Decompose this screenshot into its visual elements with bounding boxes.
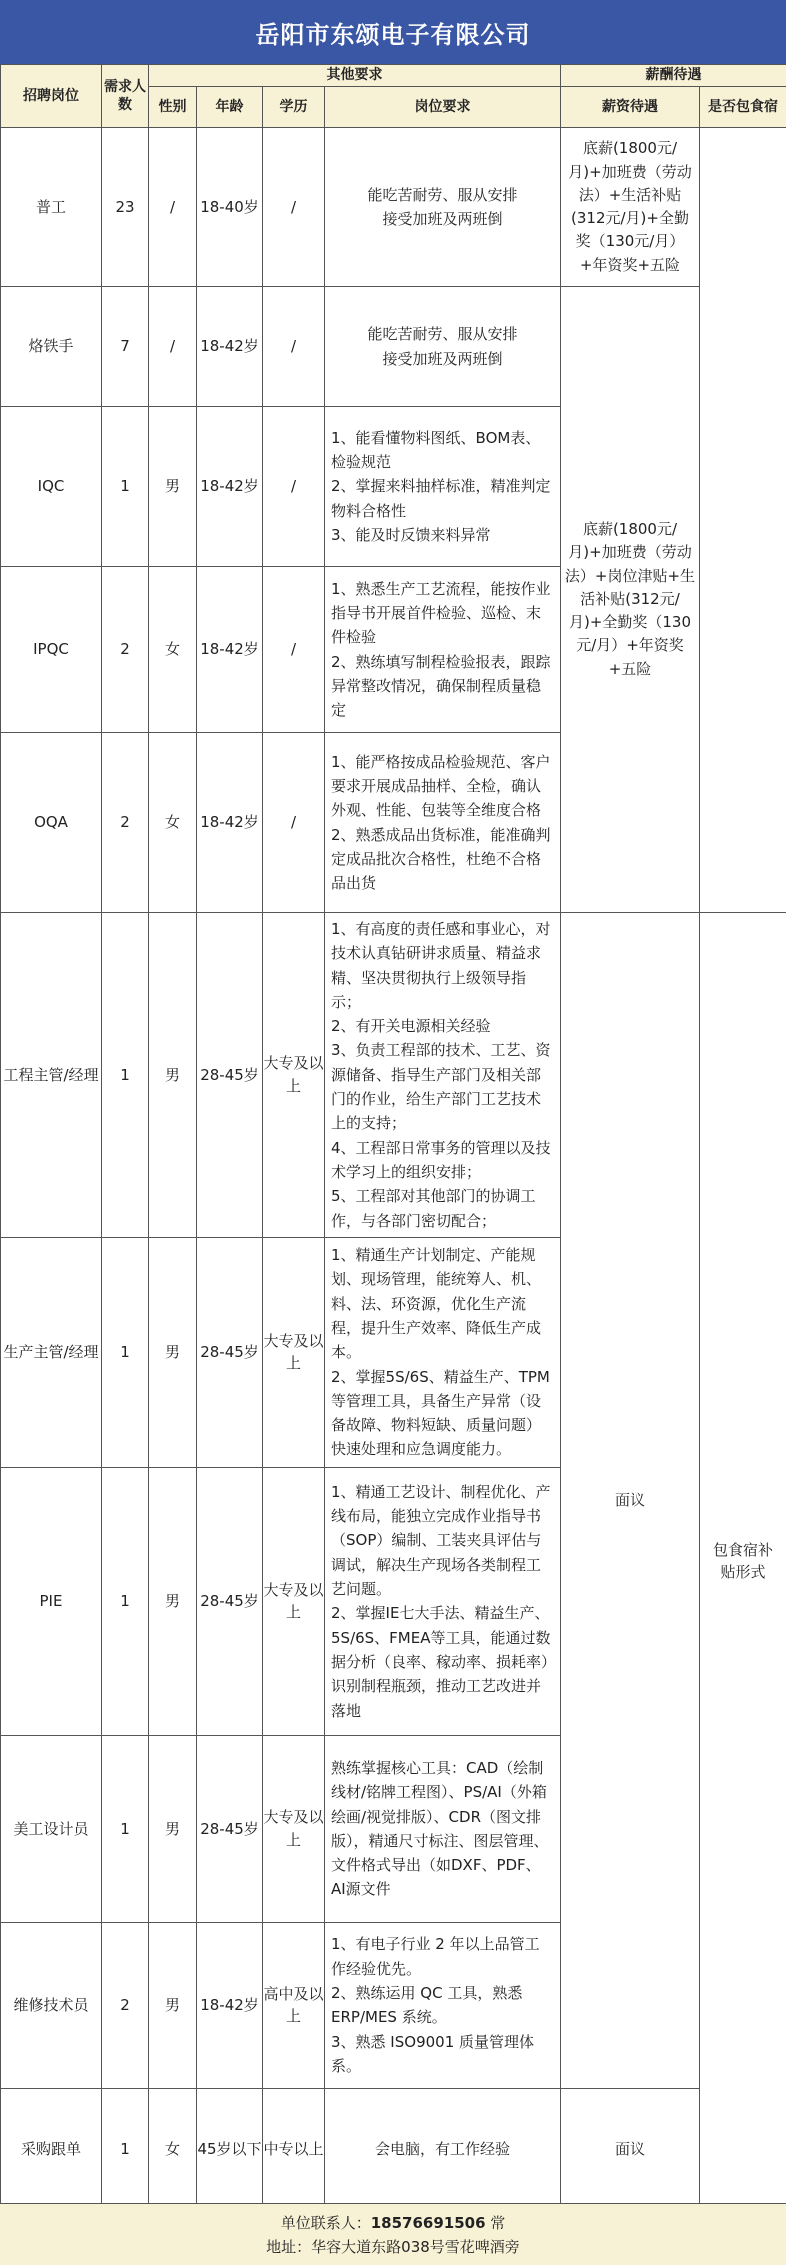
address-line: 地址：华容大道东路038号雪花啤酒旁 [266, 2235, 520, 2259]
headcount-cell: 1 [102, 1237, 149, 1467]
requirement-line: 5、工程部对其他部门的协调工作，与各部门密切配合； [331, 1184, 554, 1233]
position-cell: OQA [1, 733, 102, 913]
gender-cell: 男 [149, 407, 197, 567]
requirement-line: 1、精通工艺设计、制程优化、产线布局，能独立完成作业指导书（SOP）编制、工装夹具评估与调试，解决生产现场各类制程工艺问题。 [331, 1480, 554, 1601]
requirements-cell [325, 733, 561, 913]
header-headcount: 需求人数 [102, 65, 149, 128]
requirement-line: 2、掌握5S/6S、精益生产、TPM等管理工具，具备生产异常（设备故障、物料短缺、质量问题）快速处理和应急调度能力。 [331, 1365, 554, 1462]
age-cell: 18-42岁 [197, 287, 263, 407]
requirement-line: 1、有电子行业 2 年以上品管工作经验优先。 [331, 1932, 554, 1981]
education-cell: 大专及以上 [263, 1735, 325, 1922]
header-education: 学历 [263, 87, 325, 128]
position-cell: 美工设计员 [1, 1735, 102, 1922]
contact-phone: 18576691506 [371, 2214, 486, 2232]
table-row [1, 913, 786, 1238]
contact-name: 常 [490, 2214, 505, 2232]
requirements-cell [325, 2088, 561, 2210]
requirement-line: 接受加班及两班倒 [331, 207, 554, 231]
requirement-line: 2、熟练运用 QC 工具，熟悉 ERP/MES 系统。 [331, 1981, 554, 2030]
header-other-requirements: 其他要求 [149, 65, 561, 87]
gender-cell: 女 [149, 2088, 197, 2210]
requirement-line: 1、有高度的责任感和事业心，对技术认真钻研讲求质量、精益求精、坚决贯彻执行上级领导指示； [331, 917, 554, 1014]
table-row [1, 128, 786, 287]
header-salary: 薪资待遇 [561, 87, 700, 128]
requirements-cell [325, 287, 561, 407]
recruitment-table [0, 64, 786, 2211]
header-age: 年龄 [197, 87, 263, 128]
position-cell: 维修技术员 [1, 1922, 102, 2088]
headcount-cell: 2 [102, 733, 149, 913]
age-cell: 18-42岁 [197, 1922, 263, 2088]
age-cell: 28-45岁 [197, 1237, 263, 1467]
age-cell: 28-45岁 [197, 1467, 263, 1735]
requirement-line: 3、负责工程部的技术、工艺、资源储备、指导生产部门及相关部门的作业，给生产部门工艺技术上的支持； [331, 1038, 554, 1135]
education-cell: 大专及以上 [263, 1467, 325, 1735]
headcount-cell: 1 [102, 913, 149, 1238]
requirement-line: 2、掌握IE七大手法、精益生产、5S/6S、FMEA等工具，能通过数据分析（良率、稼动率、损耗率）识别制程瓶颈，推动工艺改进并落地 [331, 1601, 554, 1722]
requirement-line: 能吃苦耐劳、服从安排 [331, 183, 554, 207]
headcount-cell: 7 [102, 287, 149, 407]
headcount-cell: 2 [102, 1922, 149, 2088]
position-cell: IPQC [1, 567, 102, 733]
gender-cell: 男 [149, 1467, 197, 1735]
headcount-cell: 1 [102, 407, 149, 567]
age-cell: 45岁以下 [197, 2088, 263, 2210]
food-lodging-cell: 包食宿补贴形式 [700, 913, 786, 2211]
gender-cell: 男 [149, 1735, 197, 1922]
education-cell: / [263, 407, 325, 567]
requirements-cell [325, 1735, 561, 1922]
education-cell: / [263, 733, 325, 913]
requirement-line: 2、掌握来料抽样标准，精准判定物料合格性 [331, 474, 554, 523]
requirements-cell [325, 128, 561, 287]
food-lodging-cell-empty [700, 128, 786, 913]
age-cell: 28-45岁 [197, 1735, 263, 1922]
requirement-line: 会电脑，有工作经验 [331, 2137, 554, 2161]
education-cell: 高中及以上 [263, 1922, 325, 2088]
requirement-line: 1、熟悉生产工艺流程，能按作业指导书开展首件检验、巡检、末件检验 [331, 577, 554, 650]
salary-cell-negotiable-last: 面议 [561, 2088, 700, 2210]
position-cell: 生产主管/经理 [1, 1237, 102, 1467]
requirements-cell [325, 1922, 561, 2088]
headcount-cell: 1 [102, 1467, 149, 1735]
position-cell: IQC [1, 407, 102, 567]
position-cell: PIE [1, 1467, 102, 1735]
age-cell: 18-42岁 [197, 407, 263, 567]
requirement-line: 1、精通生产计划制定、产能规划、现场管理，能统筹人、机、料、法、环资源，优化生产流程，提升生产效率、降低生产成本。 [331, 1243, 554, 1364]
requirement-line: 能吃苦耐劳、服从安排 [331, 322, 554, 346]
requirement-line: 2、熟练填写制程检验报表，跟踪异常整改情况，确保制程质量稳定 [331, 650, 554, 723]
company-title: 岳阳市东颂电子有限公司 [0, 0, 786, 64]
gender-cell: 女 [149, 567, 197, 733]
gender-cell: 男 [149, 1922, 197, 2088]
table-row [1, 2088, 786, 2210]
gender-cell: 女 [149, 733, 197, 913]
headcount-cell: 1 [102, 2088, 149, 2210]
requirements-cell [325, 567, 561, 733]
position-cell: 采购跟单 [1, 2088, 102, 2210]
requirements-cell [325, 1237, 561, 1467]
requirement-line: 4、工程部日常事务的管理以及技术学习上的组织安排； [331, 1136, 554, 1185]
education-cell: 大专及以上 [263, 913, 325, 1238]
salary-cell-allowance: 底薪(1800元/月)+加班费（劳动法）+岗位津贴+生活补贴(312元/月)+全勤奖（130元/月）+年资奖+五险 [561, 287, 700, 913]
header-compensation: 薪酬待遇 [561, 65, 786, 87]
requirement-line: 2、有开关电源相关经验 [331, 1014, 554, 1038]
age-cell: 28-45岁 [197, 913, 263, 1238]
requirements-cell [325, 913, 561, 1238]
header-food-lodging: 是否包食宿 [700, 87, 786, 128]
headcount-cell: 2 [102, 567, 149, 733]
education-cell: / [263, 287, 325, 407]
header-gender: 性别 [149, 87, 197, 128]
requirement-line: 接受加班及两班倒 [331, 347, 554, 371]
header-position: 招聘岗位 [1, 65, 102, 128]
position-cell: 烙铁手 [1, 287, 102, 407]
table-row [1, 287, 786, 407]
requirements-cell [325, 407, 561, 567]
requirement-line: 2、熟悉成品出货标准，能准确判定成品批次合格性，杜绝不合格品出货 [331, 823, 554, 896]
education-cell: / [263, 567, 325, 733]
position-cell: 工程主管/经理 [1, 913, 102, 1238]
gender-cell: 男 [149, 1237, 197, 1467]
requirement-line: 3、熟悉 ISO9001 质量管理体系。 [331, 2030, 554, 2079]
age-cell: 18-42岁 [197, 733, 263, 913]
salary-cell-basic: 底薪(1800元/月)+加班费（劳动法）+生活补贴(312元/月)+全勤奖（130元/月）+年资奖+五险 [561, 128, 700, 287]
contact-label: 单位联系人： [281, 2214, 371, 2232]
gender-cell: / [149, 128, 197, 287]
gender-cell: / [149, 287, 197, 407]
position-cell: 普工 [1, 128, 102, 287]
requirement-line: 1、能看懂物料图纸、BOM表、检验规范 [331, 426, 554, 475]
age-cell: 18-40岁 [197, 128, 263, 287]
requirement-line: 1、能严格按成品检验规范、客户要求开展成品抽样、全检，确认外观、性能、包装等全维度合格 [331, 750, 554, 823]
header-job-requirements: 岗位要求 [325, 87, 561, 128]
headcount-cell: 1 [102, 1735, 149, 1922]
requirements-cell [325, 1467, 561, 1735]
gender-cell: 男 [149, 913, 197, 1238]
requirement-line: 熟练掌握核心工具：CAD（绘制线材/铭牌工程图）、PS/AI（外箱绘画/视觉排版）、CDR（图文排版），精通尺寸标注、图层管理、文件格式导出（如DXF、PDF、AI源文件 [331, 1756, 554, 1902]
education-cell: 大专及以上 [263, 1237, 325, 1467]
headcount-cell: 23 [102, 128, 149, 287]
contact-line [281, 2211, 506, 2235]
salary-cell-negotiable: 面议 [561, 913, 700, 2089]
education-cell: / [263, 128, 325, 287]
age-cell: 18-42岁 [197, 567, 263, 733]
education-cell: 中专以上 [263, 2088, 325, 2210]
footer [0, 2203, 786, 2265]
requirement-line: 3、能及时反馈来料异常 [331, 523, 554, 547]
